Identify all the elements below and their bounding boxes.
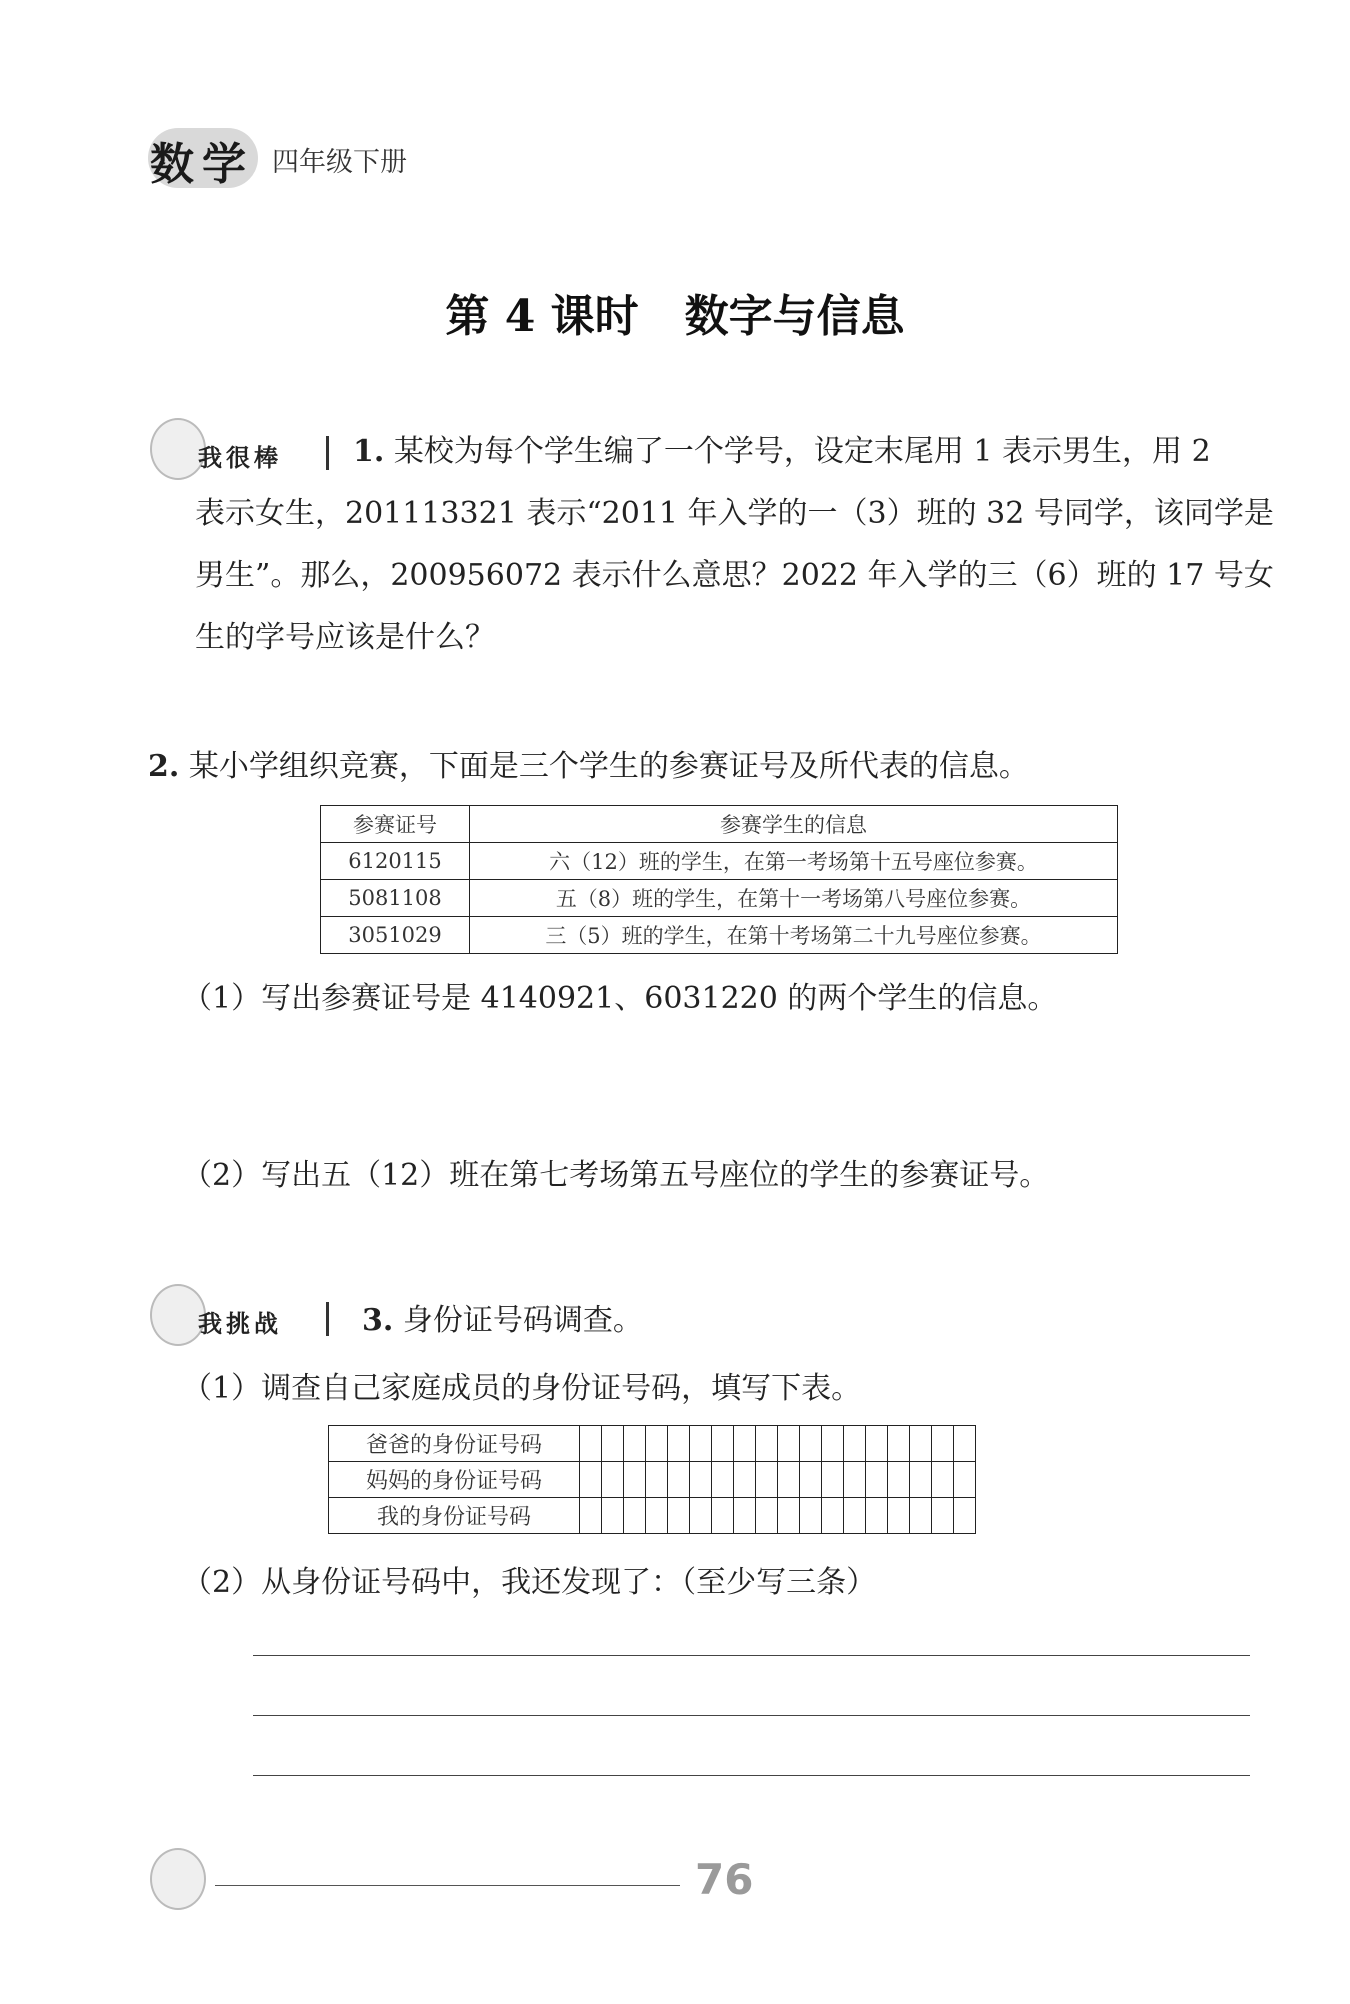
page-title: 第 4 课时 数字与信息 [445, 291, 905, 342]
id-digit-cell[interactable] [954, 1462, 976, 1498]
id-digit-cell[interactable] [668, 1426, 690, 1462]
table-row [329, 1498, 976, 1534]
id-digit-cell[interactable] [844, 1426, 866, 1462]
id-digit-cell[interactable] [844, 1498, 866, 1534]
id-digit-cell[interactable] [690, 1462, 712, 1498]
id-digit-cell[interactable] [800, 1462, 822, 1498]
id-digit-cell[interactable] [712, 1462, 734, 1498]
table-header-row [321, 806, 1118, 843]
id-digit-cell[interactable] [580, 1462, 602, 1498]
id-digit-cell[interactable] [624, 1498, 646, 1534]
id-digit-cell[interactable] [888, 1426, 910, 1462]
id-digit-cell[interactable] [888, 1462, 910, 1498]
header-grade: 四年级下册 [272, 147, 407, 178]
question-2 [148, 736, 1029, 798]
id-digit-cell[interactable] [756, 1462, 778, 1498]
question-1-line-3: 男生”。那么，200956072 表示什么意思？2022 年入学的三（6）班的 17 号女 [195, 558, 1274, 593]
badge-good: 我很棒 [198, 444, 282, 472]
id-digit-cell[interactable] [734, 1462, 756, 1498]
question-1 [195, 421, 1274, 669]
id-number-table [328, 1425, 976, 1534]
id-digit-cell[interactable] [932, 1498, 954, 1534]
id-digit-cell[interactable] [668, 1462, 690, 1498]
id-digit-cell[interactable] [646, 1498, 668, 1534]
id-digit-cell[interactable] [602, 1426, 624, 1462]
table-row [329, 1462, 976, 1498]
id-row-label: 我的身份证号码 [329, 1498, 580, 1534]
id-digit-cell[interactable] [910, 1426, 932, 1462]
id-digit-cell[interactable] [888, 1498, 910, 1534]
id-row-label: 妈妈的身份证号码 [329, 1462, 580, 1498]
id-digit-cell[interactable] [690, 1426, 712, 1462]
id-digit-cell[interactable] [690, 1498, 712, 1534]
id-digit-cell[interactable] [932, 1462, 954, 1498]
question-2-part-2: （2）写出五（12）班在第七考场第五号座位的学生的参赛证号。 [182, 1158, 1050, 1193]
id-digit-cell[interactable] [602, 1462, 624, 1498]
footer-rule [215, 1885, 680, 1886]
id-digit-cell[interactable] [734, 1426, 756, 1462]
id-digit-cell[interactable] [800, 1426, 822, 1462]
question-3-text: 身份证号码调查。 [402, 1303, 643, 1338]
question-2-number: 2. [148, 749, 180, 784]
question-2-text: 某小学组织竞赛，下面是三个学生的参赛证号及所代表的信息。 [188, 749, 1029, 784]
badge-divider [326, 1302, 329, 1336]
question-3 [362, 1290, 643, 1352]
id-digit-cell[interactable] [624, 1426, 646, 1462]
question-1-line-2: 表示女生，201113321 表示“2011 年入学的一（3）班的 32 号同学，该同学是 [195, 496, 1274, 531]
table-cell: 五（8）班的学生，在第十一考场第八号座位参赛。 [470, 880, 1118, 917]
id-digit-cell[interactable] [712, 1498, 734, 1534]
contest-table [320, 805, 1118, 954]
id-digit-cell[interactable] [646, 1426, 668, 1462]
id-digit-cell[interactable] [932, 1426, 954, 1462]
id-digit-cell[interactable] [866, 1426, 888, 1462]
id-digit-cell[interactable] [800, 1498, 822, 1534]
id-digit-cell[interactable] [602, 1498, 624, 1534]
page-number: 76 [695, 1855, 754, 1904]
id-digit-cell[interactable] [910, 1462, 932, 1498]
table-cell: 5081108 [321, 880, 470, 917]
question-1-line-4: 生的学号应该是什么？ [195, 620, 495, 655]
id-digit-cell[interactable] [910, 1498, 932, 1534]
table-row [321, 843, 1118, 880]
table-cell: 6120115 [321, 843, 470, 880]
id-digit-cell[interactable] [580, 1498, 602, 1534]
id-digit-cell[interactable] [712, 1426, 734, 1462]
table-header: 参赛学生的信息 [470, 806, 1118, 843]
id-digit-cell[interactable] [734, 1498, 756, 1534]
id-digit-cell[interactable] [756, 1426, 778, 1462]
table-row [321, 880, 1118, 917]
id-row-label: 爸爸的身份证号码 [329, 1426, 580, 1462]
footer-mascot-icon [150, 1848, 206, 1910]
table-cell: 六（12）班的学生，在第一考场第十五号座位参赛。 [470, 843, 1118, 880]
id-digit-cell[interactable] [624, 1462, 646, 1498]
question-1-line-1: 某校为每个学生编了一个学号，设定末尾用 1 表示男生，用 2 [393, 434, 1211, 469]
answer-line[interactable] [253, 1715, 1250, 1716]
id-digit-cell[interactable] [954, 1498, 976, 1534]
id-digit-cell[interactable] [580, 1426, 602, 1462]
answer-line[interactable] [253, 1775, 1250, 1776]
question-1-number: 1. [353, 434, 385, 469]
id-digit-cell[interactable] [778, 1498, 800, 1534]
question-3-part-1: （1）调查自己家庭成员的身份证号码，填写下表。 [182, 1371, 862, 1406]
badge-challenge: 我挑战 [198, 1310, 282, 1338]
id-digit-cell[interactable] [822, 1462, 844, 1498]
id-digit-cell[interactable] [822, 1498, 844, 1534]
question-3-number: 3. [362, 1303, 394, 1338]
id-digit-cell[interactable] [778, 1462, 800, 1498]
header-subject: 数学 [150, 139, 254, 190]
id-digit-cell[interactable] [954, 1426, 976, 1462]
id-digit-cell[interactable] [844, 1462, 866, 1498]
table-row [321, 917, 1118, 954]
id-digit-cell[interactable] [778, 1426, 800, 1462]
id-digit-cell[interactable] [668, 1498, 690, 1534]
table-cell: 三（5）班的学生，在第十考场第二十九号座位参赛。 [470, 917, 1118, 954]
table-row [329, 1426, 976, 1462]
table-cell: 3051029 [321, 917, 470, 954]
question-3-part-2: （2）从身份证号码中，我还发现了：（至少写三条） [182, 1565, 877, 1600]
id-digit-cell[interactable] [866, 1462, 888, 1498]
table-header: 参赛证号 [321, 806, 470, 843]
id-digit-cell[interactable] [756, 1498, 778, 1534]
answer-line[interactable] [253, 1655, 1250, 1656]
question-2-part-1: （1）写出参赛证号是 4140921、6031220 的两个学生的信息。 [182, 981, 1058, 1016]
id-digit-cell[interactable] [866, 1498, 888, 1534]
id-digit-cell[interactable] [646, 1462, 668, 1498]
id-digit-cell[interactable] [822, 1426, 844, 1462]
